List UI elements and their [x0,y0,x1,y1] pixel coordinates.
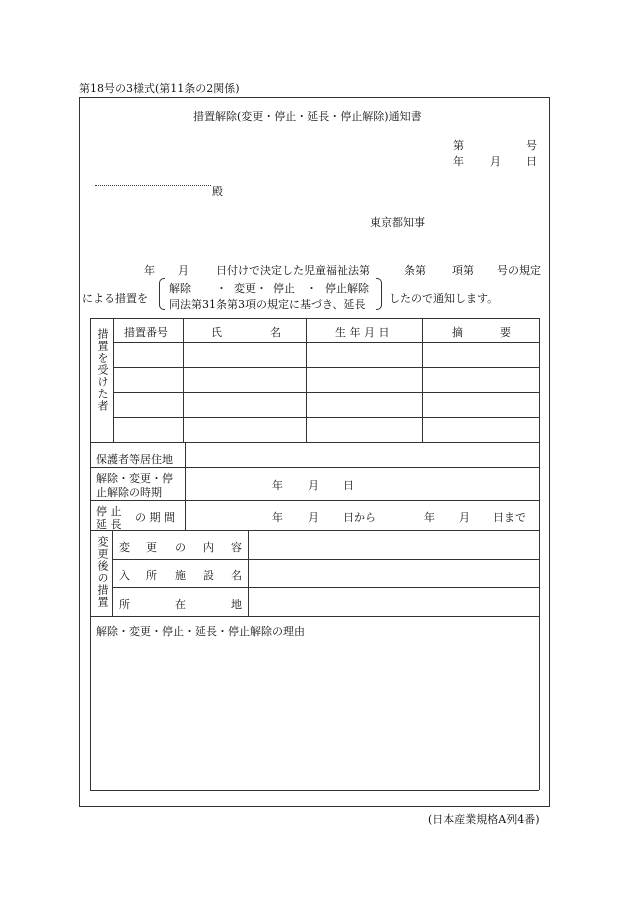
side-label: 措置を受けた者 [96,328,109,412]
grid-h2 [113,367,539,368]
option-kaijo[interactable]: 解除 [169,282,191,295]
period-to-month[interactable]: 月 [459,511,470,524]
table-bottom [90,790,539,791]
date-day[interactable]: 日 [526,155,537,168]
date-month[interactable]: 月 [490,155,501,168]
option-encho[interactable]: 同法第31条第3項の規定に基づき、延長 [169,298,366,311]
option-sep-2: ・ [256,282,267,295]
addressee-line[interactable] [95,185,211,186]
grid-v2 [306,318,307,442]
after-facility-5: 名 [231,569,242,582]
body-law-text: 日付けで決定した児童福祉法第 [216,264,370,277]
release-time-label-2: 止解除の時期 [96,486,162,499]
grid-v1 [183,318,184,442]
period-to-year[interactable]: 年 [424,511,435,524]
body-month: 月 [178,264,189,277]
after-location-2: 在 [175,598,186,611]
after-facility-2: 所 [146,569,157,582]
left-brace [159,278,165,310]
header-name-2: 名 [270,326,281,339]
guardian-address-label: 保護者等居住地 [96,453,173,466]
body-suffix: したので通知します。 [389,292,499,305]
release-day[interactable]: 日 [343,479,354,492]
after-content-5: 容 [231,541,242,554]
after-side-label: 変更後の措置 [96,536,109,608]
after-facility-1: 入 [119,569,130,582]
after-content-4: 内 [203,541,214,554]
period-label-c: の 期 間 [135,511,175,524]
header-name-1: 氏 [211,326,222,339]
footer-note: (日本産業規格A列4番) [428,813,540,826]
body-paragraph: 項第 [452,264,474,277]
after-location-3: 地 [231,598,242,611]
period-to-day[interactable]: 日まで [493,511,526,524]
grid-h9 [112,559,539,560]
body-item: 号の規定 [497,264,541,277]
option-henko[interactable]: 変更 [234,282,256,295]
table-top [90,318,539,319]
header-note-1: 摘 [452,326,463,339]
after-facility-3: 施 [175,569,186,582]
after-content-2: 更 [146,541,157,554]
release-year[interactable]: 年 [272,479,283,492]
grid-h6 [90,467,539,468]
release-month[interactable]: 月 [308,479,319,492]
header-id: 措置番号 [124,326,168,339]
reason-area[interactable] [96,640,534,785]
table-right [539,318,540,790]
grid-v3 [422,318,423,442]
grid-h1 [113,342,539,343]
after-location-1: 所 [119,598,130,611]
period-from-year[interactable]: 年 [272,511,283,524]
issuer: 東京都知事 [370,216,425,229]
period-label-a: 停 止 [96,505,122,518]
table-left [90,318,91,790]
after-facility-4: 設 [203,569,214,582]
form-title: 措置解除(変更・停止・延長・停止解除)通知書 [193,110,422,123]
period-from-month[interactable]: 月 [308,511,319,524]
after-side-divider [112,530,113,616]
label-col-divider [185,442,186,530]
grid-h3 [113,392,539,393]
release-time-label-1: 解除・変更・停 [96,472,173,485]
after-label-divider [248,530,249,616]
grid-h5 [90,442,539,443]
option-teishi[interactable]: 停止 [273,282,295,295]
date-year[interactable]: 年 [453,155,464,168]
form-number: 第18号の3様式(第11条の2関係) [79,82,240,95]
option-sep-1: ・ [216,282,227,295]
doc-no-go: 号 [526,139,537,152]
header-dob: 生 年 月 日 [335,326,390,339]
body-article: 条第 [404,264,426,277]
period-label-b: 延 長 [96,518,122,531]
grid-h11 [90,616,539,617]
grid-h8 [90,530,539,531]
option-sep-3: ・ [306,282,317,295]
after-content-1: 変 [119,541,130,554]
after-content-3: の [175,541,186,554]
addressee-suffix: 殿 [212,185,223,198]
option-teishi-kaijo[interactable]: 停止解除 [325,282,369,295]
header-note-2: 要 [500,326,511,339]
grid-h7 [90,500,539,501]
body-year: 年 [144,264,155,277]
right-brace [376,278,382,310]
grid-h4 [113,417,539,418]
reason-label: 解除・変更・停止・延長・停止解除の理由 [96,625,305,638]
grid-h10 [112,587,539,588]
period-from-day[interactable]: 日から [343,511,376,524]
doc-no-dai[interactable]: 第 [453,139,464,152]
body-prefix: による措置を [82,292,148,305]
grid-v-side [113,318,114,442]
